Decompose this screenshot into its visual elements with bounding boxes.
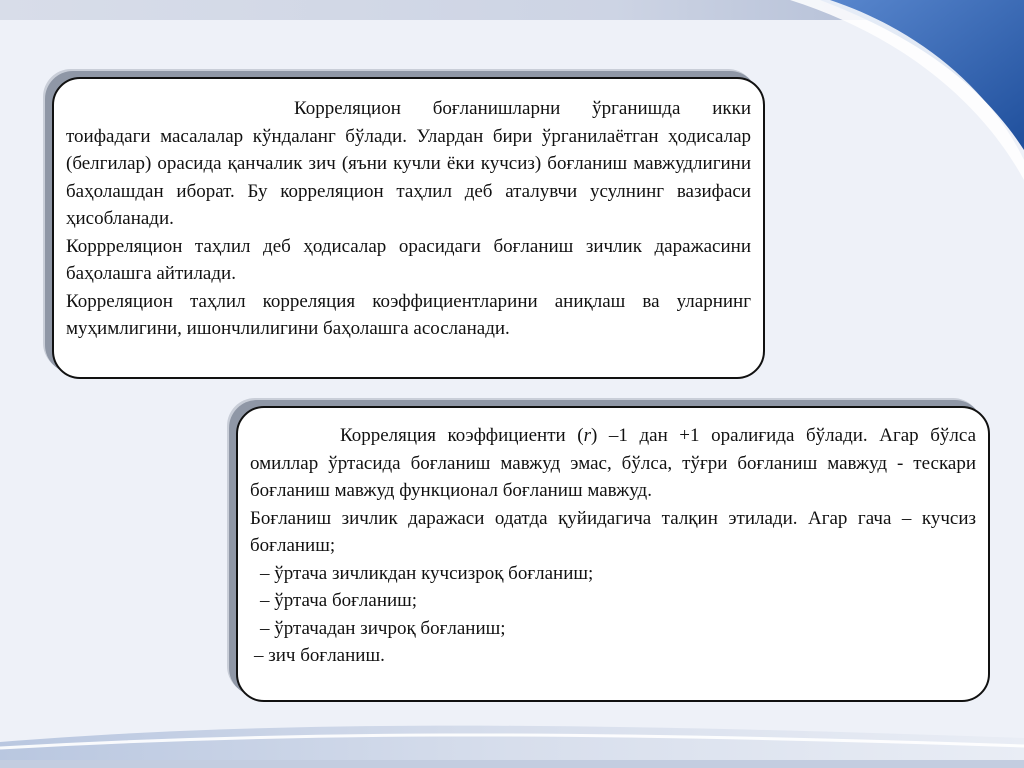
correlation-coefficient-textbox xyxy=(236,406,990,702)
interpretation-paragraph: Боғланиш зичлик даражаси одатда қуйидагича талқин этилади. Агар гача – кучсиз боғланиш; xyxy=(250,507,976,556)
coefficient-variable: r xyxy=(583,425,591,446)
paragraph-3: Корреляцион таҳлил корреляция коэффициентларини аниқлаш ва уларнинг муҳимлигини, ишончлилигини баҳолашга асосланади. xyxy=(66,290,751,339)
list-item: – ўртача зичликдан кучсизроқ боғланиш; xyxy=(260,562,594,584)
list-item: – ўртачадан зичроқ боғланиш; xyxy=(260,617,506,639)
list-item: – ўртача боғланиш; xyxy=(260,590,418,611)
paragraph-2: Коррреляцион таҳлил деб ҳодисалар орасидаги боғланиш зичлик даражасини баҳолашга айтилади. xyxy=(66,235,751,284)
coefficient-text-end: ) –1 дан +1 оралиғида бўлади. Агар бўлса омиллар ўртасида боғланиш мавжуд эмас, бўлса, тўғри боғланиш мавжуд - тескари боғланиш мавжуд функционал боғланиш мавжуд. xyxy=(250,425,977,501)
correlation-analysis-textbox xyxy=(52,77,765,379)
coefficient-text-start: Корреляция коэффициенти ( xyxy=(340,425,584,446)
list-item: – зич боғланиш. xyxy=(254,645,385,666)
paragraph-1: Корреляцион боғланишларни ўрганишда икки тоифадаги масалалар кўндаланг бўлади. Улардан бири ўрганилаётган ҳодисалар (белгилар) орасида қанчалик зич (яъни кучли ёки кучсиз) боғланиш мавжудлигини баҳолашдан иборат. Бу корреляцион таҳлил деб аталувчи усулнинг вазифаси ҳисобланади. xyxy=(66,98,751,229)
coefficient-paragraph xyxy=(250,422,976,505)
